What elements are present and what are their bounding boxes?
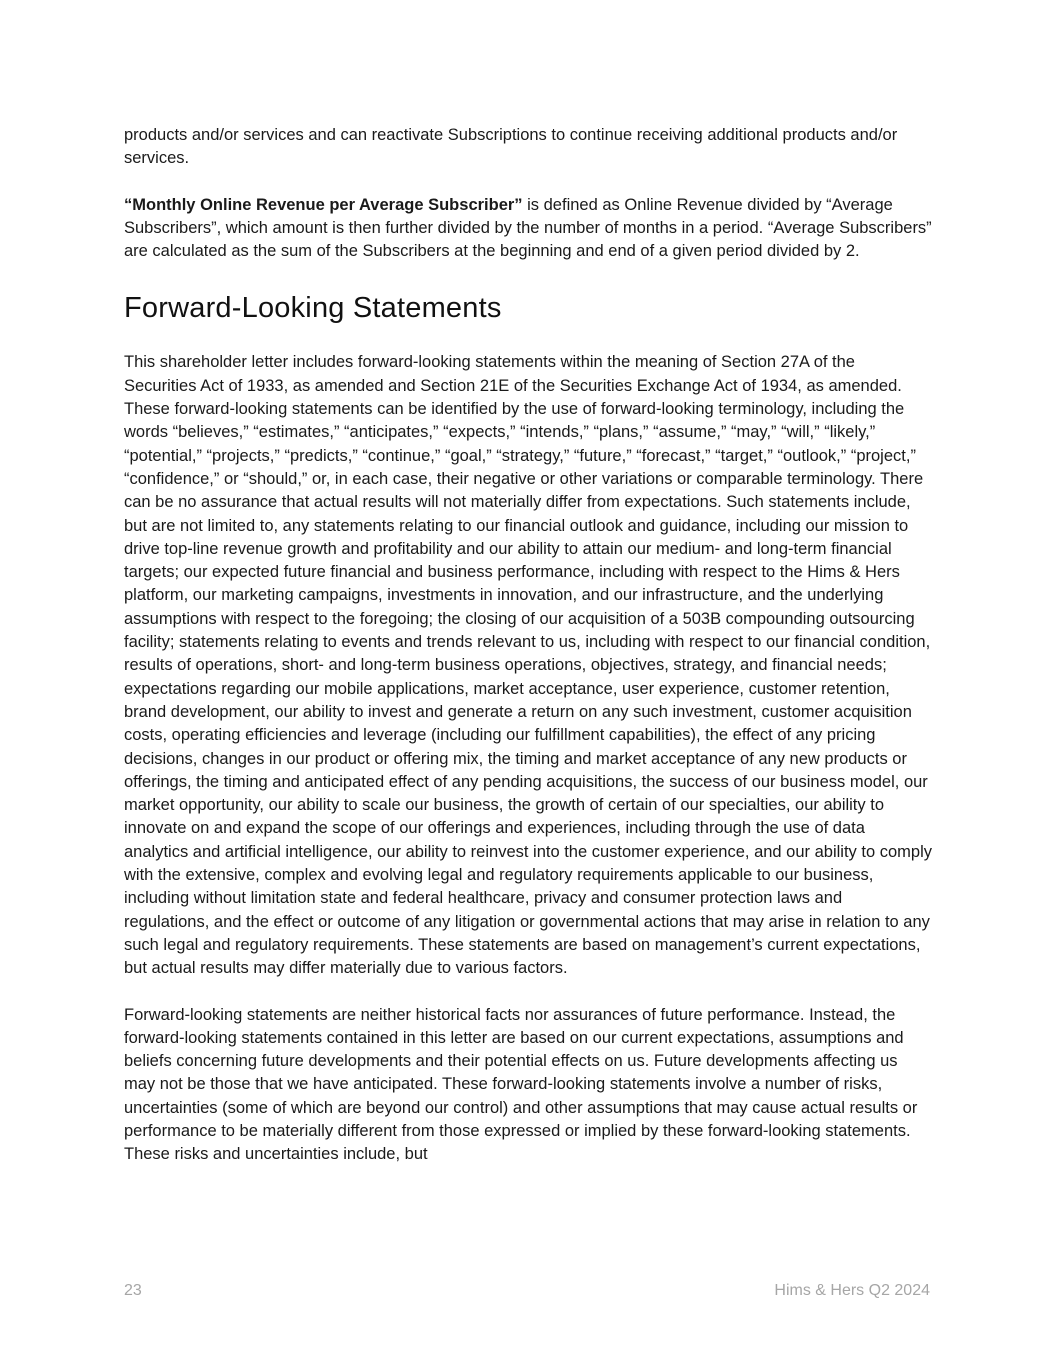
document-name: Hims & Hers Q2 2024 (774, 1282, 930, 1299)
definition-paragraph (124, 194, 932, 264)
forward-looking-paragraph-2: Forward-looking statements are neither historical facts nor assurances of future performance. Instead, the forward-looking statements contained in this letter are based on our current expectations, assumptions and beliefs concerning future developments and their potential effects on us. Future developments affecting us may not be those that we have anticipated. These forward-looking statements involve a number of risks, uncertainties (some of which are beyond our control) and other assumptions that may cause actual results or performance to be materially different from those expressed or implied by these forward-looking statements. These risks and uncertainties include, but (124, 1005, 918, 1164)
section-heading: Forward-Looking Statements (124, 292, 502, 325)
page-number: 23 (124, 1282, 142, 1299)
continuation-paragraph: products and/or services and can reactivate Subscriptions to continue receiving additional products and/or services. (124, 126, 898, 168)
definition-term: “Monthly Online Revenue per Average Subscriber” (124, 195, 523, 214)
page-body (124, 124, 932, 1167)
forward-looking-paragraph-1: This shareholder letter includes forward-looking statements within the meaning of Section 27A of the Securities Act of 1933, as amended and Section 21E of the Securities Exchange Act of 1934, as amended. These forward-looking statements can be identified by the use of forward-looking terminology, including the words “believes,” “estimates,” “anticipates,” “expects,” “intends,” “plans,” “assume,” “may,” “will,” “likely,” “potential,” “projects,” “predicts,” “continue,” “goal,” “strategy,” “future,” “forecast,” “target,” “outlook,” “project,” “confidence,” or “should,” or, in each case, their negative or other variations or comparable terminology. There can be no assurance that actual results will not materially differ from expectations. Such statements include, but are not limited to, any statements relating to our financial outlook and guidance, including our mission to drive top-line revenue growth and profitability and our ability to attain our medium- and long-term financial targets; our expected future financial and business performance, including with respect to the Hims & Hers platform, our marketing campaigns, investments in innovation, and our infrastructure, and the underlying assumptions with respect to the foregoing; the closing of our acquisition of a 503B compounding outsourcing facility; statements relating to events and trends relevant to us, including with respect to our financial condition, results of operations, short- and long-term business operations, objectives, strategy, and financial needs; expectations regarding our mobile applications, market acceptance, user experience, customer retention, brand development, our ability to invest and generate a return on any such investment, customer acquisition costs, operating efficiencies and leverage (including our fulfillment capabilities), the effect of any pricing decisions, changes in our product or offering mix, the timing and market acceptance of any new products or offerings, the timing and anticipated effect of any pending acquisitions, the success of our business model, our market opportunity, our ability to scale our business, the growth of certain of our specialties, our ability to innovate on and expand the scope of our offerings and experiences, including through the use of data analytics and artificial intelligence, our ability to reinvest into the customer experience, and our ability to comply with the extensive, complex and evolving legal and regulatory requirements applicable to our business, including without limitation state and federal healthcare, privacy and consumer protection laws and regulations, and the effect or outcome of any litigation or governmental actions that may arise in relation to any such legal and regulatory requirements. These statements are based on management’s current expectations, but actual results may differ materially due to various factors. (124, 353, 932, 978)
definition-body: is defined as Online Revenue divided by “Average Subscribers”, which amount is then further divided by the number of months in a period. “Average Subscribers” are calculated as the sum of the Subscribers at the beginning and end of a given period divided by 2. (124, 195, 932, 261)
